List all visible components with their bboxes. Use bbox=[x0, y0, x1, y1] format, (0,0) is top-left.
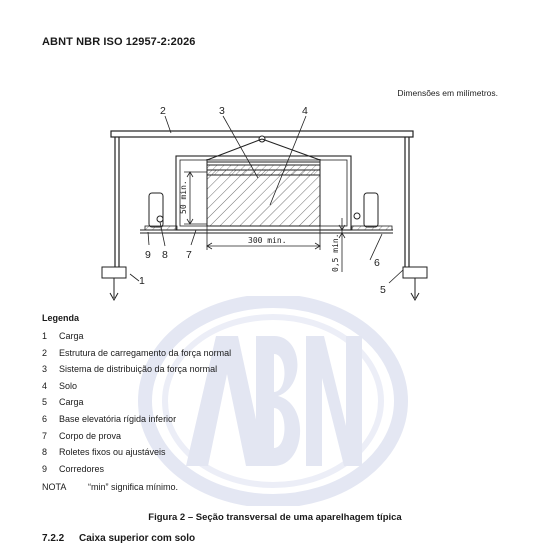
note bbox=[42, 482, 178, 492]
dimensions-note: Dimensões em milímetros. bbox=[397, 88, 498, 98]
callout-5: 5 bbox=[380, 284, 386, 296]
callout-6: 6 bbox=[374, 257, 380, 269]
callout-4: 4 bbox=[302, 105, 308, 117]
dim-50-label: 50 min. bbox=[179, 180, 188, 214]
specimen-and-base bbox=[140, 226, 393, 233]
document-header: ABNT NBR ISO 12957-2:2026 bbox=[42, 36, 196, 48]
section-heading bbox=[42, 533, 195, 544]
load-right bbox=[403, 267, 427, 278]
figure-caption: Figura 2 – Seção transversal de uma aparelhagem típica bbox=[148, 512, 402, 523]
soil-top-plate bbox=[207, 165, 320, 175]
callout-3: 3 bbox=[219, 105, 225, 117]
load-left bbox=[102, 267, 126, 278]
callout-8: 8 bbox=[162, 249, 168, 261]
callout-7: 7 bbox=[186, 249, 192, 261]
legend-item: 8 Roletes fixos ou ajustáveis bbox=[42, 447, 166, 458]
legend-item: 7 Corpo de prova bbox=[42, 430, 122, 441]
legend-item: 4 Solo bbox=[42, 380, 78, 391]
legend-item: 2 Estrutura de carregamento da força normal bbox=[42, 347, 232, 358]
legend-item: 5 Carga bbox=[42, 397, 84, 408]
section-title: Caixa superior com solo bbox=[79, 533, 196, 544]
dim-300-label: 300 min. bbox=[248, 236, 287, 245]
callout-1: 1 bbox=[139, 275, 145, 287]
section-number: 7.2.2 bbox=[42, 533, 65, 544]
legend-item: 1 Carga bbox=[42, 331, 84, 341]
legend-item: 3 Sistema de distribuição da força normal bbox=[42, 364, 218, 375]
legend-item: 9 Corredores bbox=[42, 463, 105, 474]
callout-2: 2 bbox=[160, 105, 166, 117]
legend-list bbox=[42, 328, 231, 477]
callout-9: 9 bbox=[145, 249, 151, 261]
legend-item: 6 Base elevatória rígida inferior bbox=[42, 413, 177, 424]
note-label: NOTA bbox=[42, 482, 67, 492]
dim-05-label: 0,5 min. bbox=[331, 233, 340, 272]
soil bbox=[207, 170, 320, 226]
legend-title: Legenda bbox=[42, 313, 80, 323]
note-text: “min” significa mínimo. bbox=[88, 482, 179, 492]
